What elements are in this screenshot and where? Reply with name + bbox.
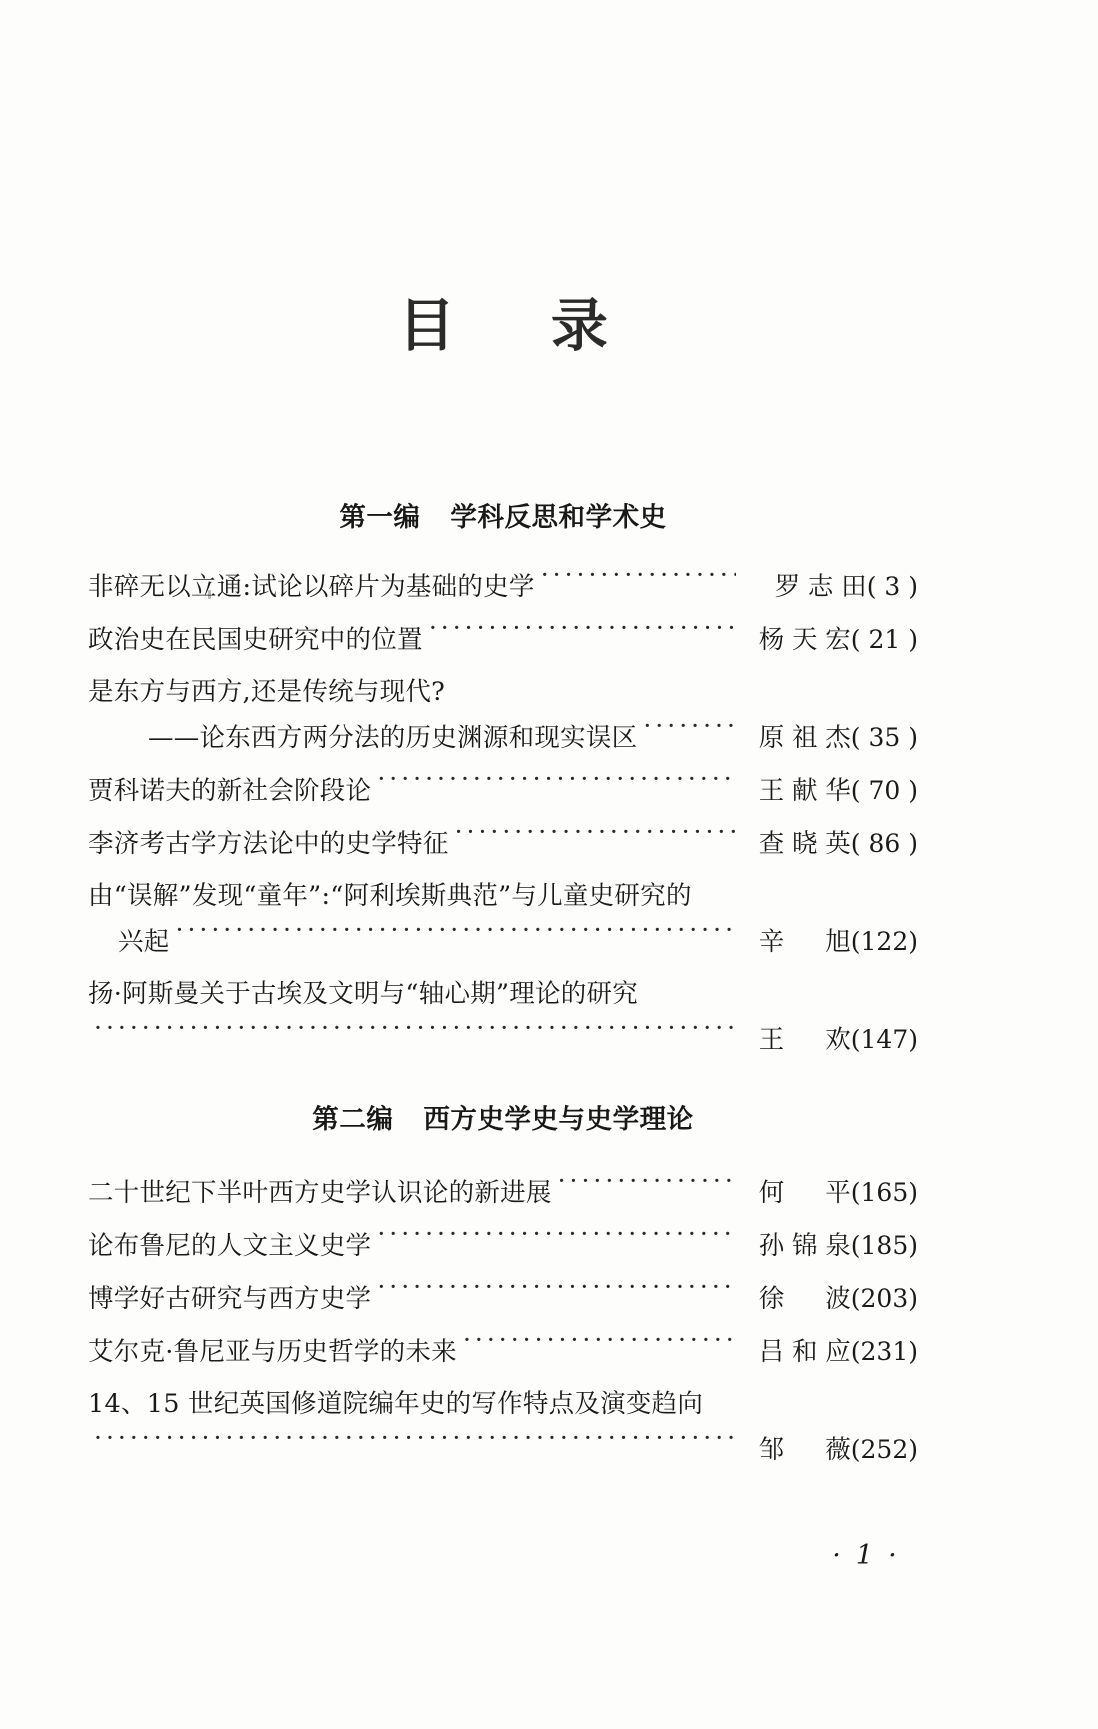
- page-title: 目 录: [398, 293, 628, 359]
- entry-page-number: ( 3 ): [866, 572, 918, 601]
- part-number: 第二编: [312, 1104, 394, 1135]
- entry-author: 原祖杰: [758, 723, 851, 753]
- page-folio-number: · 1 ·: [832, 1540, 900, 1571]
- leader-dots: [643, 720, 736, 746]
- part-name: 西方史学史与史学理论: [423, 1104, 694, 1135]
- entry-page-number: (231): [850, 1337, 918, 1366]
- toc-entry[interactable]: [88, 821, 918, 867]
- page-content-area: [88, 0, 918, 1729]
- entry-tail: [742, 1276, 918, 1322]
- entry-tail: [742, 1017, 918, 1063]
- toc-entry-tail-line: [88, 1427, 918, 1473]
- leader-dots: [463, 1334, 736, 1360]
- part-name: 学科反思和学术史: [450, 502, 667, 533]
- leader-dots: [94, 1022, 736, 1048]
- entry-title-text: 由“误解”发现“童年”:“阿利埃斯典范”与儿童史研究的: [88, 881, 692, 911]
- entry-tail: [742, 1427, 918, 1473]
- entry-author: 查晓英: [758, 829, 851, 859]
- entry-author: 杨天宏: [758, 625, 851, 655]
- toc-entry-line: [88, 1223, 918, 1269]
- entry-page-number: ( 70 ): [850, 776, 918, 805]
- entry-author: 何 平: [758, 1178, 851, 1208]
- leader-dots: [455, 826, 736, 852]
- entry-tail: [742, 715, 918, 761]
- toc-entry-line: [88, 670, 918, 715]
- entry-title-text: 政治史在民国史研究中的位置: [88, 625, 423, 655]
- toc-entry-line: [88, 874, 918, 919]
- entry-tail: [742, 919, 918, 965]
- entry-title-text: 非碎无以立通:试论以碎片为基础的史学: [88, 572, 535, 602]
- entry-page-number: (165): [850, 1178, 918, 1207]
- entry-author: 吕和应: [758, 1337, 851, 1367]
- toc-entry[interactable]: [88, 874, 918, 965]
- entry-title-text: 贾科诺夫的新社会阶段论: [88, 776, 372, 806]
- table-of-contents-list: [88, 495, 918, 1480]
- toc-entry[interactable]: [88, 768, 918, 814]
- entry-author: 邹 薇: [758, 1435, 851, 1465]
- entry-title-text: 兴起: [118, 927, 170, 957]
- entry-title-text: ——论东西方两分法的历史渊源和现实误区: [148, 723, 638, 753]
- entry-author: 王献华: [758, 776, 851, 806]
- entry-page-number: ( 21 ): [850, 625, 918, 654]
- leader-dots: [94, 1432, 736, 1458]
- leader-dots: [429, 622, 736, 648]
- toc-entry-line: [88, 1276, 918, 1322]
- entry-tail: [742, 768, 918, 814]
- toc-entry-line: [88, 972, 918, 1017]
- toc-entry-line: [88, 617, 918, 663]
- toc-entry[interactable]: [88, 1223, 918, 1269]
- toc-entry[interactable]: [88, 670, 918, 761]
- toc-entry[interactable]: [88, 1382, 918, 1473]
- entry-tail: [742, 1223, 918, 1269]
- leader-dots: [176, 924, 736, 950]
- entry-page-number: ( 86 ): [850, 829, 918, 858]
- part-number: 第一编: [339, 502, 421, 533]
- leader-dots: [541, 569, 736, 595]
- entry-title-text: 14、15 世纪英国修道院编年史的写作特点及演变趋向: [88, 1389, 704, 1419]
- part-heading: [88, 495, 918, 534]
- entry-tail: [742, 1329, 918, 1375]
- entry-title-text: 二十世纪下半叶西方史学认识论的新进展: [88, 1178, 552, 1208]
- entry-author: 罗志田: [774, 572, 867, 602]
- toc-entry-line: [88, 715, 918, 761]
- toc-entry-line: [88, 821, 918, 867]
- toc-entry[interactable]: [88, 564, 918, 610]
- toc-entry-line: [88, 564, 918, 610]
- toc-entry[interactable]: [88, 1170, 918, 1216]
- leader-dots: [377, 773, 736, 799]
- entry-author: 孙锦泉: [758, 1231, 851, 1261]
- entry-title-text: 论布鲁尼的人文主义史学: [88, 1231, 372, 1261]
- toc-entry-line: [88, 1382, 918, 1427]
- toc-entry-line: [88, 768, 918, 814]
- toc-entry[interactable]: [88, 617, 918, 663]
- part-heading: [88, 1097, 918, 1136]
- entry-title-text: 艾尔克·鲁尼亚与历史哲学的未来: [88, 1337, 457, 1367]
- toc-entry[interactable]: [88, 1329, 918, 1375]
- entry-author: 辛 旭: [758, 927, 851, 957]
- toc-entry-line: [88, 1329, 918, 1375]
- leader-dots: [558, 1175, 736, 1201]
- toc-entry-line: [88, 1170, 918, 1216]
- entry-title-text: 李济考古学方法论中的史学特征: [88, 829, 449, 859]
- entry-title-text: 博学好古研究与西方史学: [88, 1284, 372, 1314]
- toc-entry-line: [88, 919, 918, 965]
- entry-page-number: (203): [850, 1284, 918, 1313]
- entry-page-number: (147): [850, 1025, 918, 1054]
- entry-title-text: 是东方与西方,还是传统与现代?: [88, 677, 446, 707]
- entry-tail: [742, 821, 918, 867]
- entry-tail: [742, 564, 918, 610]
- toc-entry[interactable]: [88, 1276, 918, 1322]
- entry-author: 徐 波: [758, 1284, 851, 1314]
- leader-dots: [377, 1228, 736, 1254]
- entry-page-number: ( 35 ): [850, 723, 918, 752]
- toc-entry[interactable]: [88, 972, 918, 1063]
- entry-author: 王 欢: [758, 1025, 851, 1055]
- entry-page-number: (122): [850, 927, 918, 956]
- entry-title-text: 扬·阿斯曼关于古埃及文明与“轴心期”理论的研究: [88, 979, 639, 1009]
- toc-entry-tail-line: [88, 1017, 918, 1063]
- entry-tail: [742, 1170, 918, 1216]
- entry-tail: [742, 617, 918, 663]
- entry-page-number: (185): [850, 1231, 918, 1260]
- entry-page-number: (252): [850, 1435, 918, 1464]
- leader-dots: [377, 1281, 736, 1307]
